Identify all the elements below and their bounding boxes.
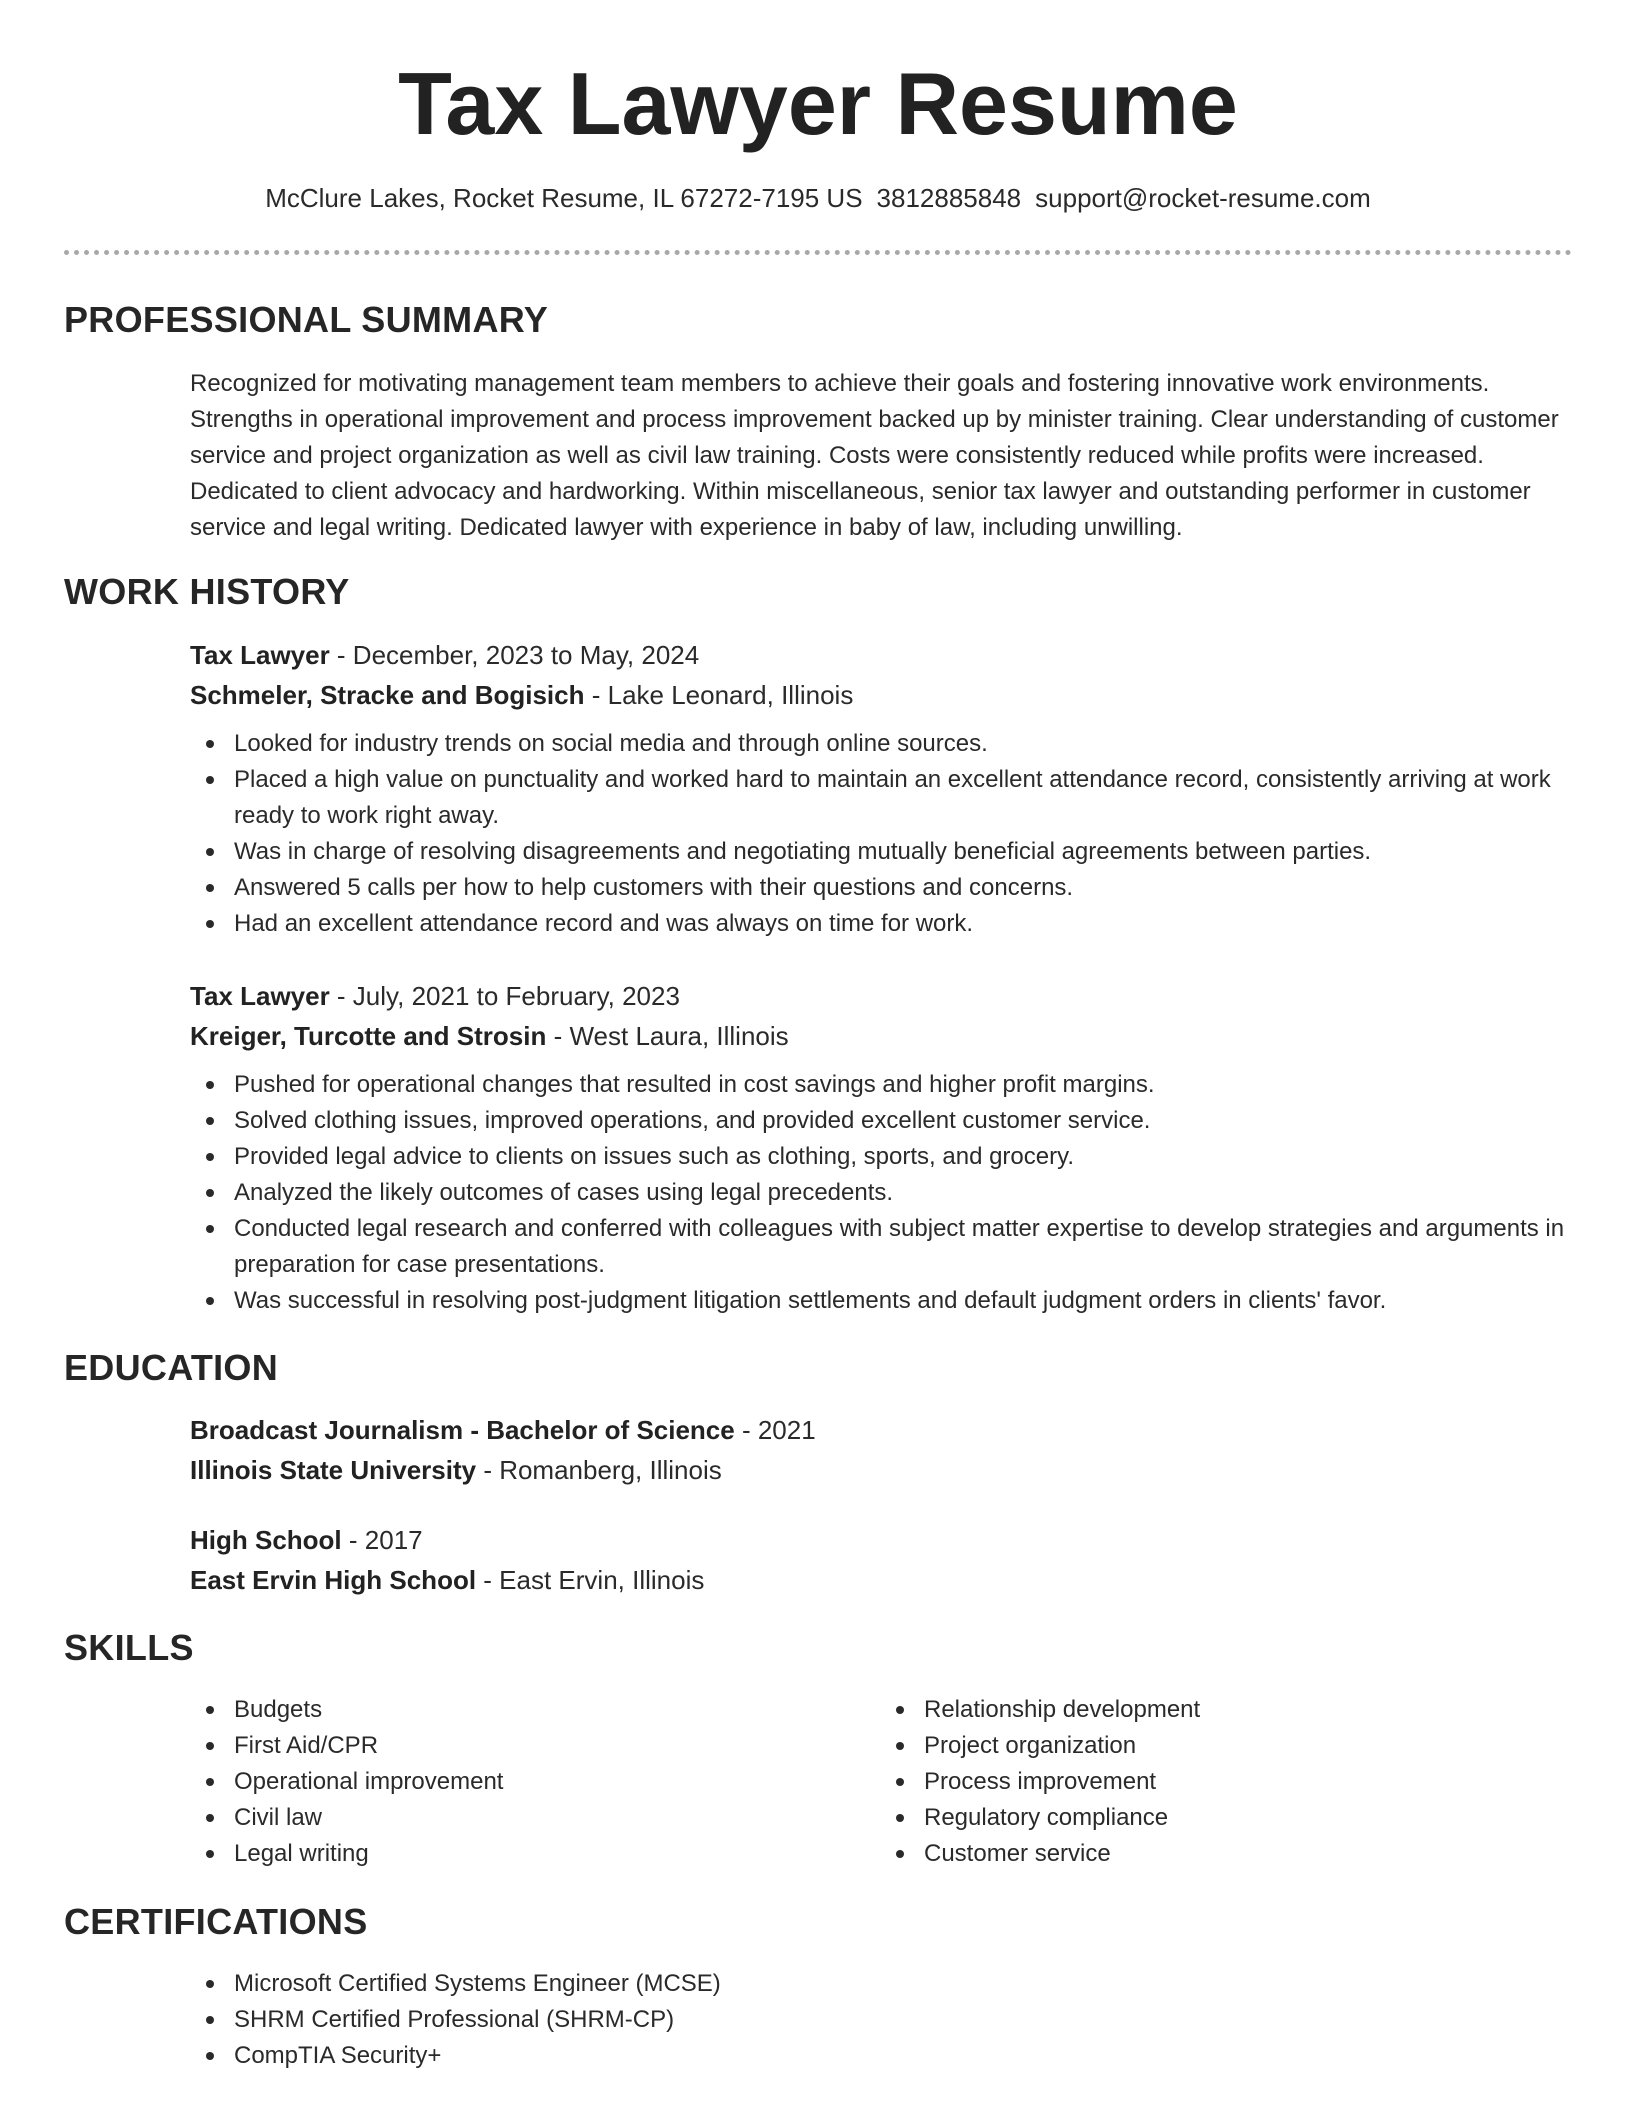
education-year: - 2021 (734, 1415, 816, 1445)
job-title: Tax Lawyer (190, 640, 330, 670)
list-item: Microsoft Certified Systems Engineer (MCSE) (234, 1966, 1570, 2002)
job-company-line (190, 1016, 1570, 1056)
education-school-line (190, 1560, 1570, 1600)
education-school-line (190, 1450, 1570, 1490)
list-item: Placed a high value on punctuality and worked hard to maintain an excellent attendance record, consistently arriving at work ready to work right away. (234, 762, 1570, 834)
job-bullet-list (190, 726, 1570, 942)
resume-title: Tax Lawyer Resume (398, 54, 1238, 153)
list-item: Civil law (234, 1800, 880, 1836)
list-item: Operational improvement (234, 1764, 880, 1800)
skills-section (190, 1692, 1570, 1872)
education-school: Illinois State University (190, 1455, 477, 1485)
section-heading-certifications: CERTIFICATIONS (64, 1901, 368, 1942)
section-heading-skills: SKILLS (64, 1627, 194, 1668)
summary-section (190, 366, 1570, 546)
list-item: Relationship development (924, 1692, 1570, 1728)
list-item: Customer service (924, 1836, 1570, 1872)
education-school: East Ervin High School (190, 1565, 477, 1595)
job-dates: - July, 2021 to February, 2023 (329, 981, 680, 1011)
contact-phone: 3812885848 (876, 183, 1022, 213)
list-item: Had an excellent attendance record and was always on time for work. (234, 906, 1570, 942)
contact-line (64, 180, 1572, 216)
list-item: Legal writing (234, 1836, 880, 1872)
job-title-line (190, 635, 1570, 675)
job-company: Schmeler, Stracke and Bogisich (190, 680, 585, 710)
summary-text: Recognized for motivating management team members to achieve their goals and fostering innovative work environments. Strengths in operational improvement and process improvement backed up by minister training. Clear understanding of customer service and project organization as well as civil law training. Costs were consistently reduced while profits were increased. Dedicated to client advocacy and hardworking. Within miscellaneous, senior tax lawyer and outstanding performer in customer service and legal writing. Dedicated lawyer with experience in baby of law, including unwilling. (190, 370, 1559, 541)
list-item: Conducted legal research and conferred with colleagues with subject matter expertise to develop strategies and arguments in preparation for case presentations. (234, 1211, 1570, 1283)
list-item: Provided legal advice to clients on issues such as clothing, sports, and grocery. (234, 1139, 1570, 1175)
certifications-section (190, 1966, 1570, 2074)
education-degree-line (190, 1410, 1570, 1450)
list-item: Was in charge of resolving disagreements and negotiating mutually beneficial agreements between parties. (234, 834, 1570, 870)
education-year: - 2017 (341, 1525, 423, 1555)
job-title-line (190, 976, 1570, 1016)
job-company: Kreiger, Turcotte and Strosin (190, 1021, 547, 1051)
job-title: Tax Lawyer (190, 981, 330, 1011)
certifications-list (190, 1966, 1570, 2074)
list-item: Budgets (234, 1692, 880, 1728)
section-heading-work: WORK HISTORY (64, 571, 350, 612)
list-item: Looked for industry trends on social media and through online sources. (234, 726, 1570, 762)
job-entry (190, 976, 1570, 1319)
list-item: SHRM Certified Professional (SHRM-CP) (234, 2002, 1570, 2038)
job-company-line (190, 675, 1570, 715)
job-dates: - December, 2023 to May, 2024 (329, 640, 700, 670)
skills-list-left (190, 1692, 880, 1872)
job-entry (190, 635, 1570, 942)
education-location: - East Ervin, Illinois (476, 1565, 705, 1595)
list-item: Analyzed the likely outcomes of cases using legal precedents. (234, 1175, 1570, 1211)
education-degree-line (190, 1520, 1570, 1560)
list-item: Process improvement (924, 1764, 1570, 1800)
section-heading-summary: PROFESSIONAL SUMMARY (64, 299, 549, 340)
job-location: - Lake Leonard, Illinois (584, 680, 854, 710)
header-divider (64, 250, 1572, 255)
contact-email: support@rocket-resume.com (1035, 183, 1371, 213)
education-degree: Broadcast Journalism - Bachelor of Science (190, 1415, 735, 1445)
education-entry (190, 1520, 1570, 1600)
list-item: CompTIA Security+ (234, 2038, 1570, 2074)
list-item: Was successful in resolving post-judgment litigation settlements and default judgment orders in clients' favor. (234, 1283, 1570, 1319)
education-entry (190, 1410, 1570, 1490)
list-item: First Aid/CPR (234, 1728, 880, 1764)
job-bullet-list (190, 1067, 1570, 1319)
list-item: Answered 5 calls per how to help customers with their questions and concerns. (234, 870, 1570, 906)
section-heading-education: EDUCATION (64, 1347, 279, 1388)
skills-list-right (880, 1692, 1570, 1872)
education-degree: High School (190, 1525, 342, 1555)
job-location: - West Laura, Illinois (546, 1021, 789, 1051)
education-location: - Romanberg, Illinois (476, 1455, 722, 1485)
list-item: Regulatory compliance (924, 1800, 1570, 1836)
contact-address: McClure Lakes, Rocket Resume, IL 67272-7195 US (265, 183, 863, 213)
list-item: Solved clothing issues, improved operations, and provided excellent customer service. (234, 1103, 1570, 1139)
list-item: Pushed for operational changes that resulted in cost savings and higher profit margins. (234, 1067, 1570, 1103)
list-item: Project organization (924, 1728, 1570, 1764)
